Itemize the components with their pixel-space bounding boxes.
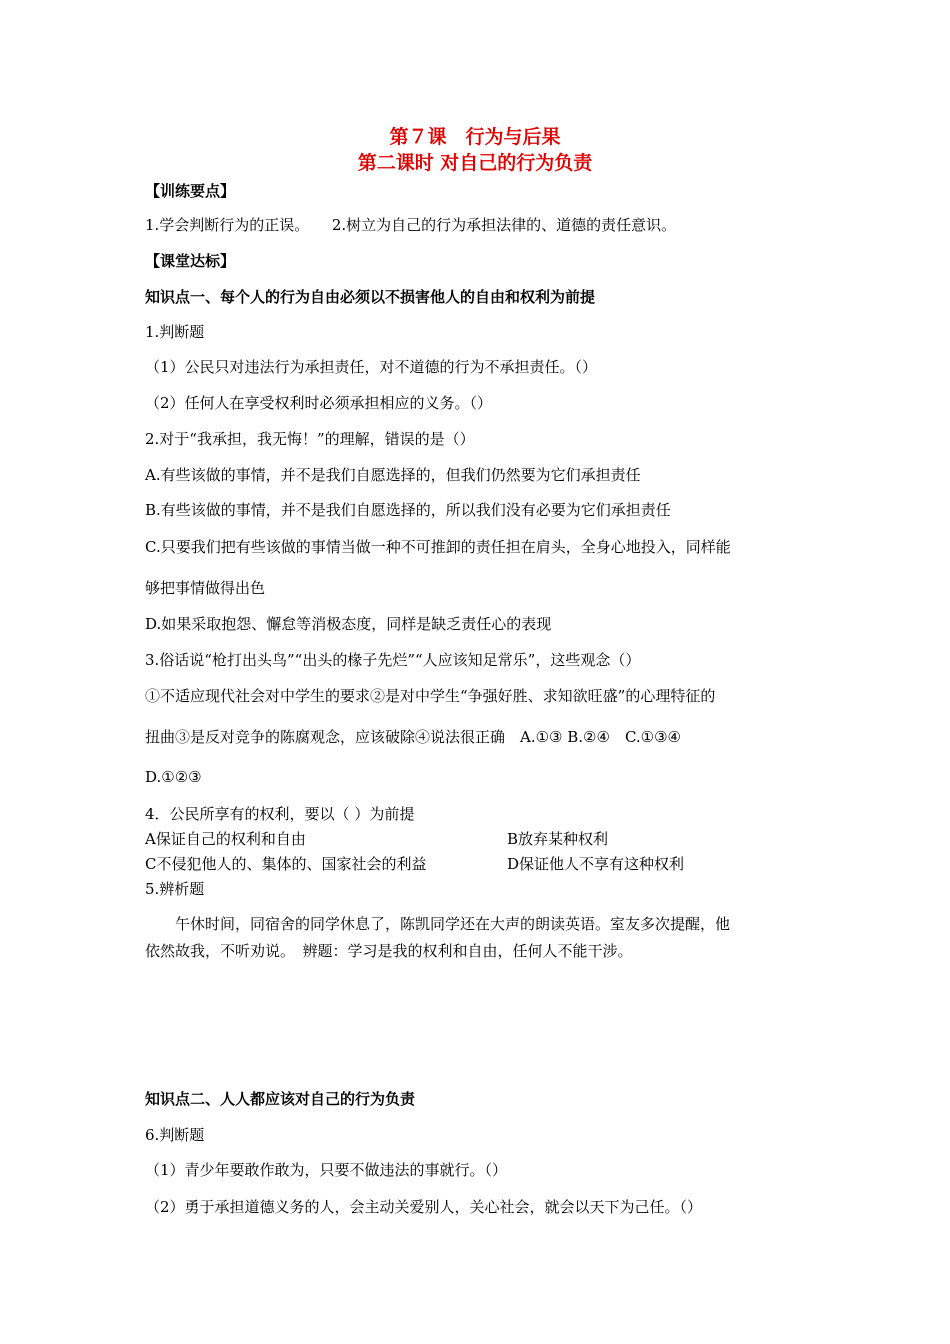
q4-option-a: A保证自己的权利和自由 [145, 830, 306, 848]
q2-option-c: C.只要我们把有些该做的事情当做一种不可推卸的责任担在肩头，全身心地投入，同样能 [145, 538, 731, 556]
q3-line-3: D.①②③ [145, 768, 202, 786]
q1-item-1: （1）公民只对违法行为承担责任，对不道德的行为不承担责任。（） [145, 358, 598, 376]
lesson-subtitle: 第二课时 对自己的行为负责 [357, 152, 593, 174]
q2-option-c-cont: 够把事情做得出色 [145, 579, 266, 597]
q2-option-d: D.如果采取抱怨、懈怠等消极态度，同样是缺乏责任心的表现 [145, 615, 552, 633]
q1-label: 1.判断题 [145, 323, 205, 341]
lesson-title: 第７课 行为与后果 [389, 126, 561, 148]
q1-item-2: （2）任何人在享受权利时必须承担相应的义务。（） [145, 394, 493, 412]
q5-line-2: 依然故我，不听劝说。 辨题：学习是我的权利和自由，任何人不能干涉。 [145, 942, 633, 960]
kp2-heading: 知识点二、人人都应该对自己的行为负责 [145, 1090, 416, 1108]
q5-line-1: 午休时间，同宿舍的同学休息了，陈凯同学还在大声的朗读英语。室友多次提醒，他 [175, 915, 731, 933]
kp1-heading: 知识点一、每个人的行为自由必须以不损害他人的自由和权利为前提 [145, 288, 596, 306]
q2-option-a: A.有些该做的事情，并不是我们自愿选择的，但我们仍然要为它们承担责任 [145, 466, 641, 484]
q6-label: 6.判断题 [145, 1126, 205, 1144]
q4-option-d: D保证他人不享有这种权利 [507, 855, 685, 873]
q4-option-c: C不侵犯他人的、集体的、国家社会的利益 [145, 855, 427, 873]
class-heading: 【课堂达标】 [145, 252, 236, 270]
q6-item-2: （2）勇于承担道德义务的人，会主动关爱别人，关心社会，就会以天下为己任。（） [145, 1198, 703, 1216]
q6-item-1: （1）青少年要敢作敢为，只要不做违法的事就行。（） [145, 1161, 508, 1179]
q3-line-1: ①不适应现代社会对中学生的要求②是对中学生“争强好胜、求知欲旺盛”的心理特征的 [145, 687, 716, 705]
q4-stem: 4．公民所享有的权利，要以（ ）为前提 [145, 805, 415, 823]
training-points: 1.学会判断行为的正误。 2.树立为自己的行为承担法律的、道德的责任意识。 [145, 216, 677, 234]
q2-option-b: B.有些该做的事情，并不是我们自愿选择的，所以我们没有必要为它们承担责任 [145, 501, 671, 519]
q3-stem: 3.俗话说“枪打出头鸟”“出头的椽子先烂”“人应该知足常乐”，这些观念（） [145, 651, 641, 669]
q2-stem: 2.对于“我承担，我无悔！”的理解，错误的是（） [145, 430, 475, 448]
q5-label: 5.辨析题 [145, 880, 205, 898]
q4-option-b: B放弃某种权利 [507, 830, 609, 848]
q3-line-2: 扭曲③是反对竞争的陈腐观念，应该破除④说法很正确 A.①③ B.②④ C.①③④ [145, 728, 682, 746]
training-heading: 【训练要点】 [145, 182, 236, 200]
